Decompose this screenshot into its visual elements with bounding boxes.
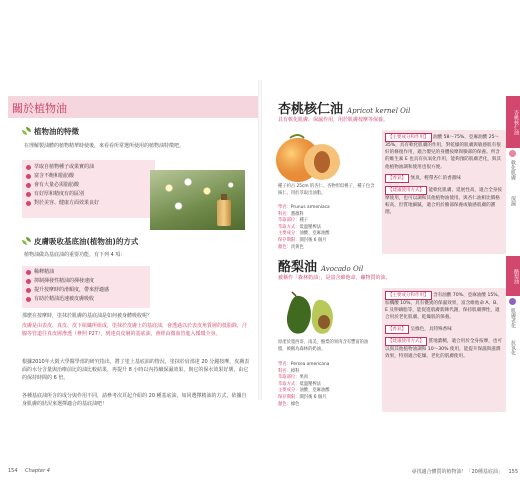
bullet-icon — [26, 165, 31, 170]
page-title-bar — [8, 96, 258, 118]
functions-list-box — [22, 266, 150, 308]
body-paragraph: 各種基底油所含的成分與作用不同，請參考次頁起介紹的 20 種基底油，如同選擇精油的方式，依據自身肌膚的狀況來選擇適合的基底油吧！ — [22, 393, 247, 407]
body-paragraph: 根據2010年大阪大學醫學部的研究指出，將了塗上基底油的情況，塗抹於肩部達 20 分鐘按摩，皮膚表面的水分含量與治療前比的油比較結果，再提升 8 小時以內持續保濕效果，與它的保水效果好壞，由它的保持時間的 6 倍。 — [22, 359, 250, 381]
bullet-icon — [26, 288, 31, 293]
usage-tag: 【建議使用方式】 — [385, 186, 427, 195]
apricot-info-table — [278, 205, 378, 251]
bullet-icon — [26, 201, 31, 206]
side-tab-avocado[interactable]: 酪梨油 — [506, 256, 520, 296]
page-folio: 154 Chapter 4 — [8, 468, 50, 474]
page-folio-right: 尋找適合體質的植物油！「20種基底油」 155 — [411, 469, 518, 475]
list-item: 稀釋精油 — [26, 268, 146, 277]
side-label: 肌膚老化 — [510, 308, 516, 328]
list-item: 富含不飽和脂肪酸 — [26, 172, 151, 181]
section1-intro: 在理解製油體的植物精華時使後，來看看所常選所使用的植物油特徵吧。 — [24, 143, 185, 149]
info-row: 主要成分：油酸、亞麻油酸 — [278, 231, 330, 237]
info-row: 學名：Persea americana — [278, 362, 330, 367]
apricot-illustration — [270, 130, 345, 185]
info-row: 萃取部位：種子 — [278, 218, 309, 224]
body-paragraph: 那麼在按摩時，塗抹於肌膚的基底油是如何被身體吸收呢？ — [22, 313, 153, 319]
side-label: 保濕 — [510, 196, 516, 206]
list-item: 會有大量必需脂肪酸 — [26, 181, 151, 190]
list-item: 有助於精油迅速被皮膚吸收 — [26, 295, 146, 304]
page-title: 關於植物油 — [12, 102, 67, 115]
info-row: 萃取部位：果肉 — [278, 375, 309, 381]
info-row: 學名：Prunus armeniaca — [278, 205, 330, 210]
info-row: 萃取方式：低溫壓榨法 — [278, 381, 321, 387]
info-row: 科名：薔薇科 — [278, 211, 304, 217]
side-label: 抗氧化 — [510, 340, 516, 355]
oil-subtitle-apricot: 具有軟化肌膚、保濕作用，用於肌膚按摩等保養。 — [278, 117, 389, 123]
leaf-icon — [22, 127, 31, 136]
section2-intro: 植物油做為基底油的重要功能，有下列 4 項： — [24, 252, 126, 258]
avocado-info-table — [278, 362, 378, 408]
bullet-icon — [26, 174, 31, 179]
avocado-detail-panel: 【主要成分和作用】 含有油酸 70%、亞麻油酸 15%、棕櫚酸 10%，具有優異的保濕效果，富含維他命 A、B、E 及卵磷脂等，能促進肌膚新陳代謝，保持肌膚彈性，適合用於老化肌膚、乾燥肌的保養。 【香氣】 呈綠色，具特殊香味 【建議使用方式】 質地濃稠，適合用於全身按摩，也可以與其他植物油調和 10～30% 使用，能提升保濕與滋潤效果，特別適合乾燥、老化的肌膚使用。 — [382, 288, 506, 412]
side-label: 軟化肌膚 — [510, 160, 516, 180]
body-paragraph-highlight: 皮膚是由表皮、真皮、皮下組織所組成，塗抹於皮膚上的基底油，會透過以於表皮角質層的低脂除，汗腺等管道往真皮層滲透（參照 P27），到達真皮層的基底油，會經由微血管進入循環全身。 — [22, 323, 248, 337]
category-dot-icon — [509, 298, 516, 305]
bullet-icon — [26, 192, 31, 197]
info-row: 保存期限：開封後 6 個月 — [278, 237, 327, 243]
list-item: 對於美容、健康方面效果良好 — [26, 199, 151, 208]
left-page — [0, 0, 258, 500]
list-item: 抑制揮發性精油的揮發速度 — [26, 277, 146, 286]
apricot-caption: 種子約占 25cm 的杏仁、杏物形似桃子，種子包含核仁，用於萃取出油脂。 — [278, 184, 375, 196]
note-tag: 【香氣】 — [385, 325, 409, 334]
info-row: 顏色：淡黃色 — [278, 244, 304, 250]
list-item: 有好厚和精度有的區別 — [26, 190, 151, 199]
chamomile-oil-photo — [150, 170, 245, 230]
bullet-icon — [26, 279, 31, 284]
oil-bottle-icon — [217, 200, 231, 226]
oil-title-avocado: 酪梨油 Avocado Oil — [278, 260, 364, 275]
usage-tag: 【建議使用方式】 — [385, 337, 427, 346]
apricot-detail-panel: 【主要成分和作用】 油酸 58～75%、亞麻油酸 25～35%，具有軟化肌膚的作用，對乾燥的肌膚與敏感肌有很好的修復作用，適合嬰兒的身體按摩與臉部的保養。所含的維生素 E 也具有抗氧化作用，能夠預防肌膚老化，與其他植物油調和使用也很方便。 【香氣】 無臭，輕帶杏仁的香甜味 【建議使用方式】 能軟化肌膚，延展性高，適合全身按摩使用，也可以調和其他植物油使用。與杏仁油相比價格較高，但質地細膩，適合用於臉部保養或敏感肌膚的護理。 — [382, 130, 506, 254]
component-tag: 【主要成分和作用】 — [385, 133, 432, 142]
list-item: 萃取自植物種子或果實的油 — [26, 163, 151, 172]
component-tag: 【主要成分和作用】 — [385, 291, 432, 300]
oil-subtitle-avocado: 被稱作「森林奶油」，是富含維他命、礦物質的油。 — [278, 275, 391, 281]
info-row: 主要成分：油酸、亞麻油酸 — [278, 388, 330, 394]
list-item: 提升按摩時的滑順度，帶來舒適感 — [26, 286, 146, 295]
info-row: 顏色：綠色 — [278, 401, 300, 407]
bullet-icon — [26, 183, 31, 188]
bullet-icon — [26, 297, 31, 302]
book-gutter — [258, 80, 262, 400]
category-dot-icon — [509, 150, 516, 157]
info-row: 保存期限：開封後 6 個月 — [278, 394, 327, 400]
section-heading-absorption: 皮膚吸收基底油(植物油)的方式 — [22, 236, 138, 247]
oil-title-apricot: 杏桃核仁油 Apricot kernel Oil — [278, 102, 411, 117]
note-tag: 【香氣】 — [385, 174, 409, 183]
bullet-icon — [26, 270, 31, 275]
info-row: 萃取方式：低溫壓榨法 — [278, 224, 321, 230]
info-row: 科名：樟科 — [278, 368, 300, 374]
features-list-box — [22, 160, 155, 218]
leaf-icon — [22, 237, 31, 246]
avocado-illustration — [282, 290, 342, 338]
avocado-caption: 原產於墨西哥、南美，酪梨的果肉含有豐富的油脂，被稱為森林的奶油。 — [278, 340, 369, 352]
side-tab-apricot[interactable]: 杏桃核仁油 — [506, 96, 520, 148]
section-heading-features: 植物油的特徵 — [22, 126, 79, 137]
